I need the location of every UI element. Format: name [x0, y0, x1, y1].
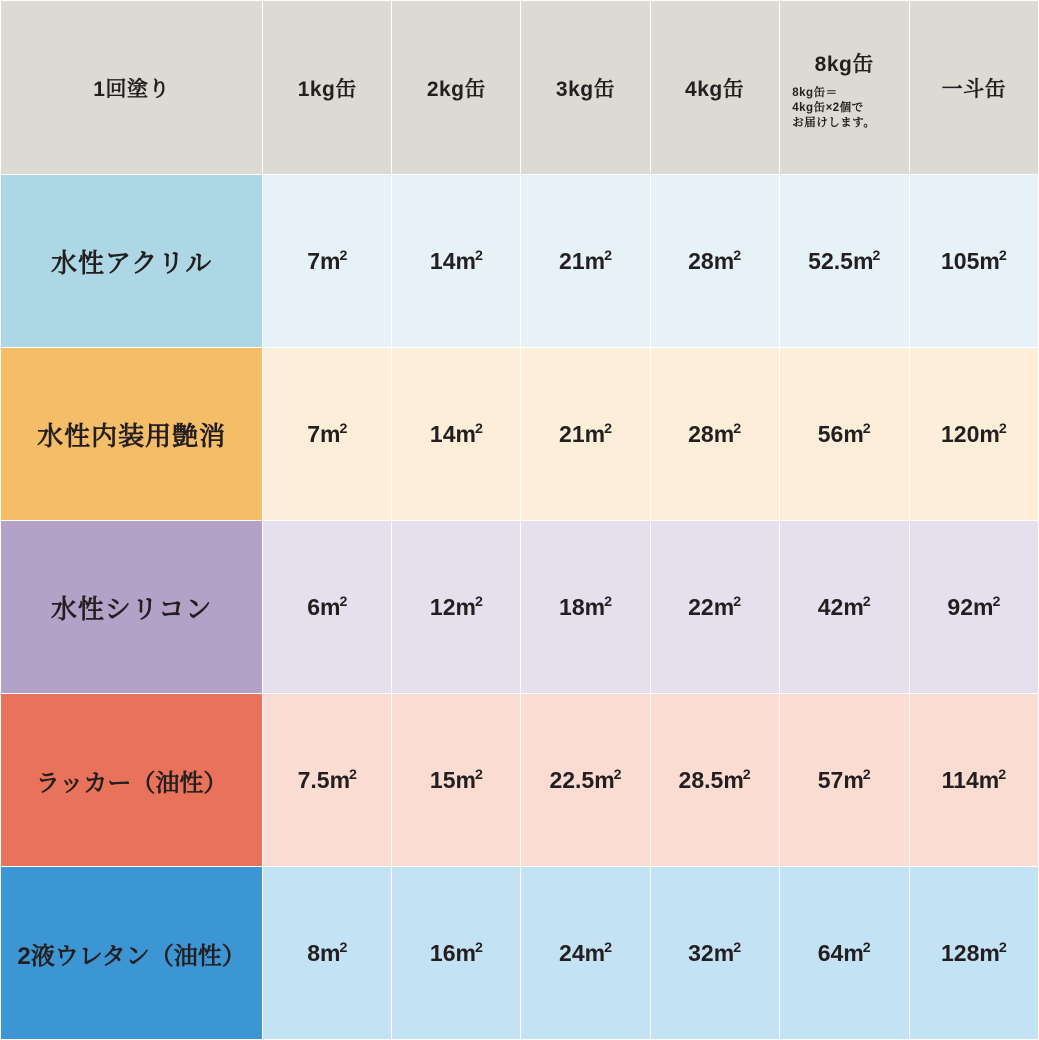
coverage-unit-exponent: 2	[998, 939, 1007, 956]
coverage-unit: m	[979, 939, 1000, 966]
coverage-value: 18	[559, 593, 585, 620]
row-label: 2液ウレタン（油性）	[1, 867, 263, 1040]
coverage-unit-exponent: 2	[862, 939, 871, 956]
coverage-unit: m	[843, 766, 864, 793]
coverage-cell	[263, 694, 392, 867]
coverage-unit: m	[713, 247, 735, 274]
coverage-unit-exponent: 2	[339, 247, 348, 264]
coverage-value: 7	[307, 247, 320, 274]
coverage-unit-exponent: 2	[872, 247, 881, 264]
coverage-unit: m	[843, 939, 864, 966]
coverage-unit-exponent: 2	[733, 247, 742, 264]
coverage-value: 32	[688, 939, 714, 966]
coverage-unit: m	[455, 420, 476, 447]
coverage-unit-exponent: 2	[733, 593, 742, 610]
coverage-cell	[392, 521, 521, 694]
coverage-cell	[392, 867, 521, 1040]
coverage-unit-exponent: 2	[733, 939, 742, 956]
coverage-unit-exponent: 2	[339, 939, 348, 956]
coverage-value: 114	[941, 766, 979, 793]
coverage-cell	[650, 867, 779, 1040]
coverage-unit-exponent: 2	[862, 593, 871, 610]
coverage-cell	[909, 521, 1038, 694]
coverage-cell	[521, 348, 650, 521]
coverage-cell	[392, 175, 521, 348]
row-label: 水性シリコン	[1, 521, 263, 694]
coverage-unit-exponent: 2	[474, 593, 483, 610]
coverage-cell	[779, 175, 909, 348]
coverage-unit: m	[584, 593, 606, 620]
coverage-cell	[779, 348, 909, 521]
header-cell-1kg: 1kg缶	[263, 1, 392, 175]
coverage-value: 56	[817, 420, 844, 447]
coverage-value: 7	[307, 420, 320, 447]
coverage-cell	[779, 521, 909, 694]
coverage-unit-exponent: 2	[613, 766, 622, 783]
coverage-value: 105	[941, 247, 980, 274]
coverage-value: 8	[307, 939, 320, 966]
coverage-unit-exponent: 2	[998, 420, 1007, 437]
coverage-value: 28.5	[678, 766, 724, 793]
coverage-value: 16	[429, 939, 456, 966]
coverage-unit: m	[584, 247, 606, 274]
coverage-cell	[650, 175, 779, 348]
coverage-unit-exponent: 2	[604, 247, 613, 264]
table-row	[1, 348, 1039, 521]
row-label: ラッカー（油性）	[1, 694, 263, 867]
coverage-cell	[521, 694, 650, 867]
coverage-unit-exponent: 2	[862, 766, 871, 783]
coverage-unit-exponent: 2	[474, 420, 483, 437]
coverage-unit-exponent: 2	[998, 247, 1007, 264]
coverage-unit: m	[455, 939, 476, 966]
coverage-unit-exponent: 2	[742, 766, 751, 783]
coverage-value: 12	[429, 593, 456, 620]
coverage-unit-exponent: 2	[349, 766, 357, 783]
coverage-cell	[779, 867, 909, 1040]
coverage-unit: m	[843, 420, 864, 447]
coverage-unit: m	[852, 247, 874, 274]
coverage-cell	[392, 348, 521, 521]
coverage-value: 21	[559, 420, 585, 447]
coverage-value: 24	[559, 939, 585, 966]
coverage-unit: m	[979, 247, 1000, 274]
coverage-cell	[263, 348, 392, 521]
coverage-unit: m	[843, 593, 864, 620]
coverage-unit: m	[713, 939, 735, 966]
coverage-unit-exponent: 2	[339, 593, 348, 610]
coverage-value: 21	[559, 247, 585, 274]
coverage-unit: m	[320, 939, 341, 966]
header-cell-4kg: 4kg缶	[650, 1, 779, 175]
coverage-unit: m	[320, 593, 341, 620]
header-cell-8kg-note: 8kg缶＝ 4kg缶×2個で お届けします。	[792, 86, 876, 130]
coverage-cell	[263, 867, 392, 1040]
table-row	[1, 175, 1039, 348]
coverage-unit: m	[455, 766, 476, 793]
coverage-cell	[521, 175, 650, 348]
coverage-unit: m	[723, 766, 744, 793]
coverage-unit: m	[320, 420, 341, 447]
table-row	[1, 867, 1039, 1040]
coverage-value: 15	[429, 766, 456, 793]
coverage-cell	[650, 694, 779, 867]
coverage-cell	[263, 521, 392, 694]
coverage-value: 22	[688, 593, 714, 620]
coverage-unit: m	[713, 593, 735, 620]
header-cell-8kg-title: 8kg缶	[814, 52, 874, 76]
coverage-unit: m	[455, 593, 476, 620]
coverage-value: 57	[817, 766, 844, 793]
coverage-cell	[909, 694, 1038, 867]
coverage-value: 52.5	[808, 247, 853, 274]
coverage-value: 128	[941, 939, 980, 966]
table-row	[1, 521, 1039, 694]
coverage-unit-exponent: 2	[992, 593, 1001, 610]
table-row	[1, 694, 1039, 867]
coverage-value: 120	[941, 420, 980, 447]
coverage-value: 6	[307, 593, 320, 620]
coverage-cell	[909, 867, 1038, 1040]
coverage-unit: m	[979, 420, 1000, 447]
header-cell-itto: 一斗缶	[909, 1, 1038, 175]
coverage-unit-exponent: 2	[474, 247, 483, 264]
table-body	[1, 1, 1039, 1040]
coverage-value: 14	[429, 420, 456, 447]
coverage-value: 7.5	[297, 766, 330, 793]
header-cell-3kg: 3kg缶	[521, 1, 650, 175]
header-cell-label: 1回塗り	[1, 1, 263, 175]
coverage-unit: m	[584, 420, 606, 447]
coverage-value: 22.5	[549, 766, 595, 793]
coverage-value: 28	[688, 247, 714, 274]
coverage-unit: m	[455, 247, 476, 274]
coverage-value: 64	[817, 939, 844, 966]
coverage-cell	[521, 521, 650, 694]
coverage-unit-exponent: 2	[474, 766, 483, 783]
coverage-unit: m	[584, 939, 606, 966]
header-cell-8kg	[779, 1, 909, 175]
coverage-value: 28	[688, 420, 714, 447]
coverage-unit-exponent: 2	[604, 593, 613, 610]
coverage-value: 92	[947, 593, 973, 620]
coverage-cell	[263, 175, 392, 348]
coverage-cell	[392, 694, 521, 867]
coverage-cell	[650, 521, 779, 694]
coverage-unit-exponent: 2	[998, 766, 1007, 783]
coverage-unit-exponent: 2	[733, 420, 742, 437]
table-header-row	[1, 1, 1039, 175]
coverage-unit-exponent: 2	[474, 939, 483, 956]
coverage-value: 14	[429, 247, 456, 274]
coverage-unit: m	[594, 766, 615, 793]
row-label: 水性内装用艶消	[1, 348, 263, 521]
coverage-unit: m	[320, 247, 341, 274]
coverage-unit-exponent: 2	[339, 420, 348, 437]
coverage-cell	[909, 348, 1038, 521]
coverage-value: 42	[817, 593, 844, 620]
coverage-unit-exponent: 2	[862, 420, 871, 437]
coverage-unit: m	[978, 766, 1000, 793]
header-cell-2kg: 2kg缶	[392, 1, 521, 175]
coverage-unit: m	[329, 766, 351, 793]
coverage-cell	[779, 694, 909, 867]
coverage-unit: m	[973, 593, 994, 620]
coverage-cell	[650, 348, 779, 521]
row-label: 水性アクリル	[1, 175, 263, 348]
coverage-cell	[521, 867, 650, 1040]
coverage-unit: m	[713, 420, 735, 447]
coverage-unit-exponent: 2	[604, 939, 613, 956]
coverage-cell	[909, 175, 1038, 348]
coverage-unit-exponent: 2	[604, 420, 613, 437]
